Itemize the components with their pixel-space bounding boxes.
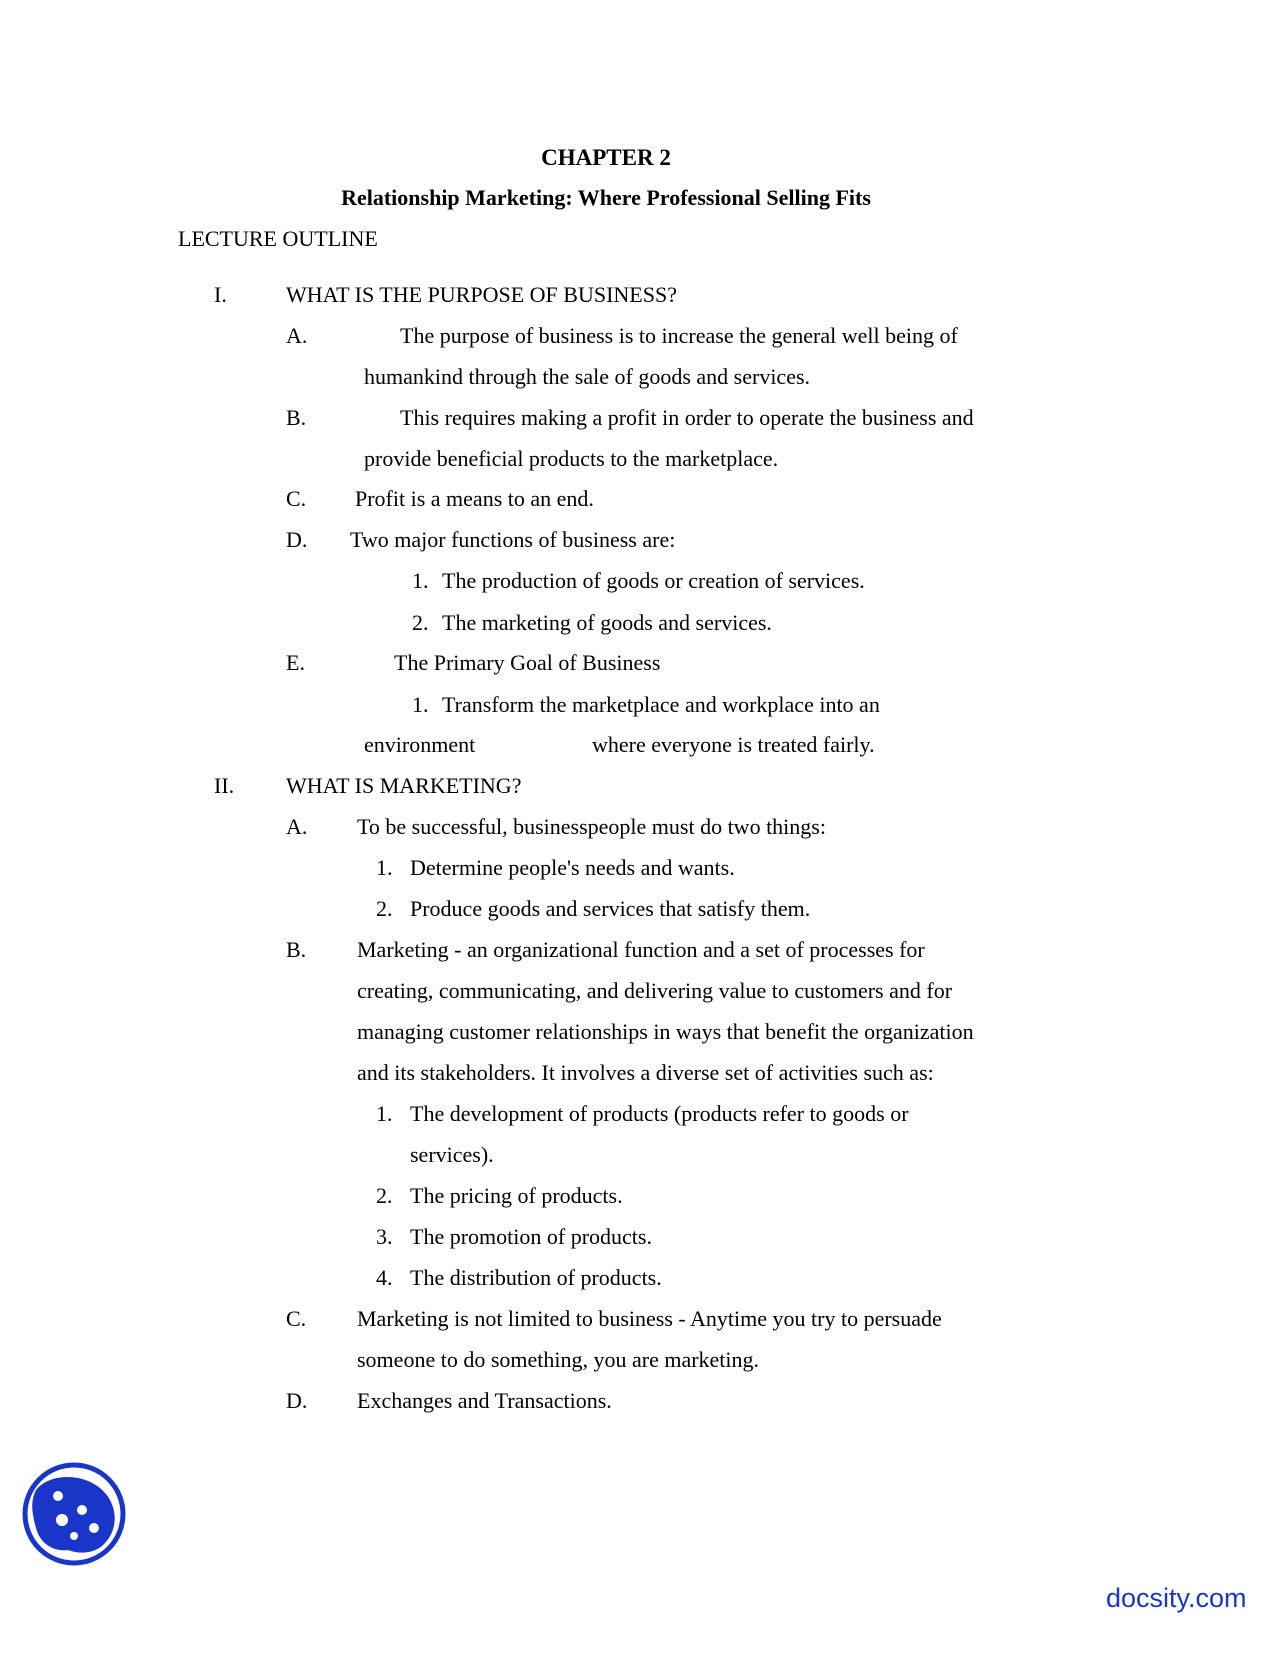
section-2-b-item-2-num: 2. [376,1183,393,1208]
section-2-b-item-1-cont: services). [410,1142,494,1167]
section-1-d-label: D. [286,527,308,552]
section-1-e-label: E. [286,650,305,675]
docsity-brand-link[interactable]: docsity.com [1106,1583,1247,1613]
section-2-b-item-1-num: 1. [376,1101,393,1126]
section-2-b-label: B. [286,937,307,962]
section-1-numeral: I. [214,282,227,307]
section-1-e-item-1-num: 1. [412,692,429,717]
lecture-outline-label: LECTURE OUTLINE [178,226,378,251]
section-2-b-item-4-num: 4. [376,1265,393,1290]
section-2-numeral: II. [214,773,235,798]
section-2-b-line-3: managing customer relationships in ways that benefit the organization [357,1019,974,1044]
section-1-d-item-1-text: The production of goods or creation of services. [442,568,865,593]
docsity-logo-icon[interactable] [22,1462,130,1570]
section-2-b-item-2-text: The pricing of products. [410,1183,623,1208]
chapter-heading: CHAPTER 2 [541,145,671,170]
section-1-b-label: B. [286,405,307,430]
section-1-d-item-2-num: 2. [412,610,429,635]
section-2-c-label: C. [286,1306,307,1331]
section-1-b-line-1: This requires making a profit in order to operate the business and [400,405,974,430]
section-2-c-line-2: someone to do something, you are marketing. [357,1347,760,1372]
section-1-a-line-2: humankind through the sale of goods and services. [364,364,811,389]
section-2-c-line-1: Marketing is not limited to business - Anytime you try to persuade [357,1306,942,1331]
section-2-a-item-1-num: 1. [376,855,393,880]
section-2-b-line-4: and its stakeholders. It involves a diverse set of activities such as: [357,1060,934,1085]
chapter-title: Relationship Marketing: Where Professional Selling Fits [341,185,871,210]
section-2-b-item-4-text: The distribution of products. [410,1265,662,1290]
section-2-d-text: Exchanges and Transactions. [357,1388,612,1413]
section-2-b-item-3-num: 3. [376,1224,393,1249]
section-2-b-line-1: Marketing - an organizational function and a set of processes for [357,937,925,962]
section-1-heading: WHAT IS THE PURPOSE OF BUSINESS? [286,282,677,307]
section-2-b-line-2: creating, communicating, and delivering value to customers and for [357,978,953,1003]
section-2-b-item-3-text: The promotion of products. [410,1224,652,1249]
section-1-d-item-1-num: 1. [412,568,429,593]
section-1-d-item-2-text: The marketing of goods and services. [442,610,772,635]
section-2-a-item-2-text: Produce goods and services that satisfy them. [410,896,811,921]
section-2-a-label: A. [286,814,308,839]
section-2-b-item-1-text: The development of products (products refer to goods or [410,1101,909,1126]
section-1-e-continuation-a: environment [364,732,476,757]
section-2-a-item-1-text: Determine people's needs and wants. [410,855,735,880]
section-2-a-item-2-num: 2. [376,896,393,921]
section-1-a-line-1: The purpose of business is to increase the general well being of [400,323,958,348]
section-2-a-text: To be successful, businesspeople must do two things: [357,814,826,839]
section-1-c-label: C. [286,486,307,511]
section-1-c-text: Profit is a means to an end. [355,486,594,511]
section-2-d-label: D. [286,1388,308,1413]
section-1-a-label: A. [286,323,308,348]
section-2-heading: WHAT IS MARKETING? [286,773,522,798]
section-1-e-item-1-text: Transform the marketplace and workplace into an [442,692,880,717]
section-1-e-text: The Primary Goal of Business [394,650,661,675]
section-1-b-line-2: provide beneficial products to the marketplace. [364,446,779,471]
section-1-e-continuation-b: where everyone is treated fairly. [592,732,875,757]
section-1-d-text: Two major functions of business are: [350,527,676,552]
